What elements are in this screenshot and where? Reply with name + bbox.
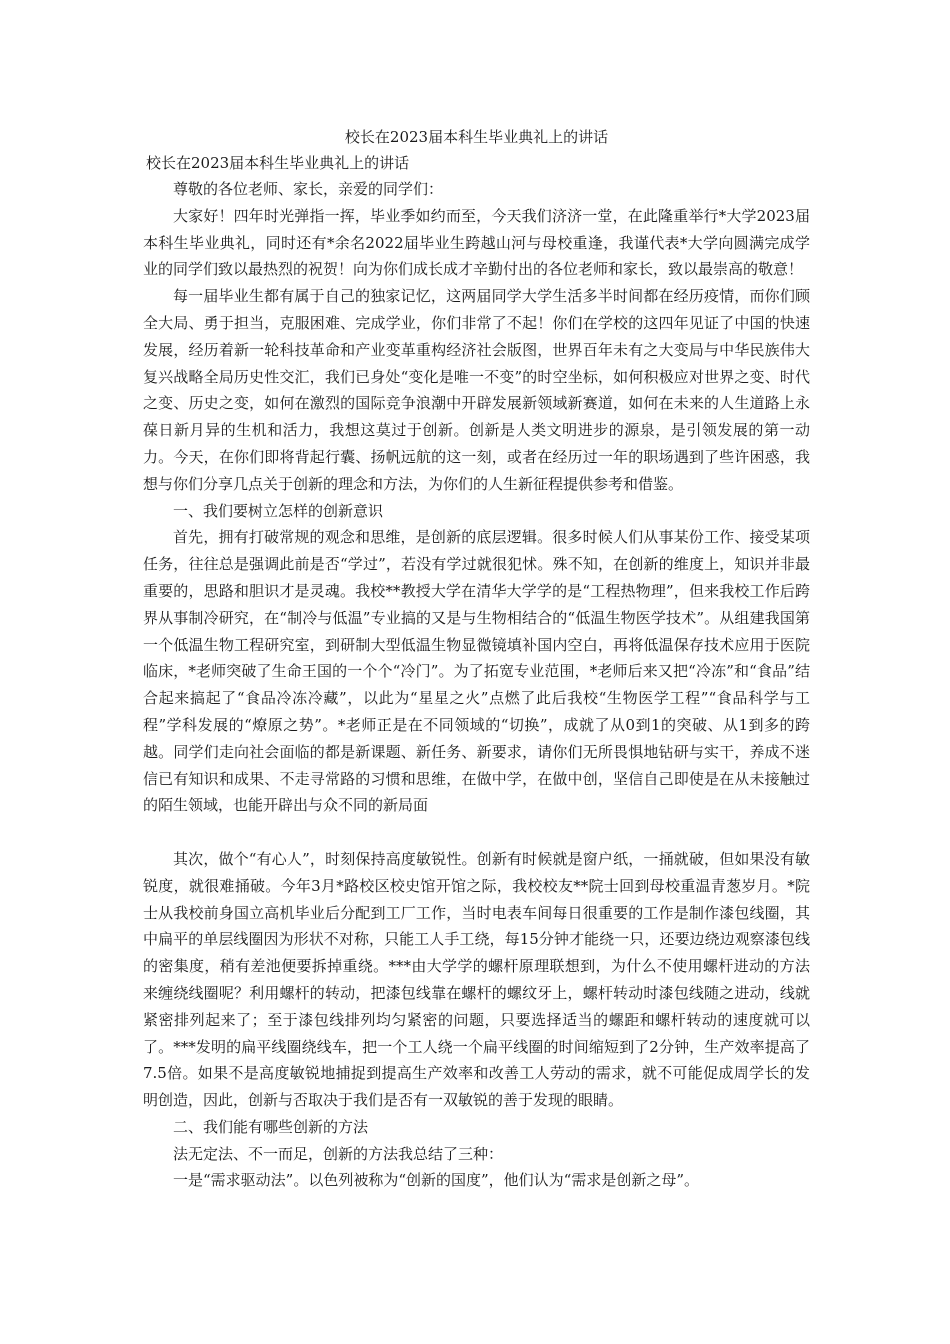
section-heading-1: 一、我们要树立怎样的创新意识 [173, 501, 384, 520]
paragraph-gap [143, 819, 810, 846]
document-page [143, 126, 810, 1194]
paragraph-first-point: 首先，拥有打破常规的观念和思维，是创新的底层逻辑。很多时候人们从事某份工作、接受某项任务，往往总是强调此前是否“学过”，若没有学过就很犯怵。殊不知，在创新的维度上，知识并非最重要的，思路和胆识才是灵魂。我校**教授大学在清华大学学的是“工程热物理”，但来我校工作后跨界从事制冷研究，在“制冷与低温”专业搞的又是与生物相结合的“低温生物医学技术”。从组建我国第一个低温生物工程研究室，到研制大型低温生物显微镜填补国内空白，再将低温保存技术应用于医院临床，*老师突破了生命王国的一个个“冷门”。为了拓宽专业范围，*老师后来又把“冷冻”和“食品”结合起来搞起了“食品冷冻冷藏”，以此为“星星之火”点燃了此后我校“生物医学工程”“食品科学与工程”学科发展的“燎原之势”。*老师正是在不同领域的“切换”，成就了从0到1的突破、从1到多的跨越。同学们走向社会面临的都是新课题、新任务、新要求，请你们无所畏惧地钻研与实干，养成不迷信已有知识和成果、不走寻常路的习惯和思维，在做中学，在做中创，坚信自己即使是在从未接触过的陌生领域，也能开辟出与众不同的新局面 [143, 528, 810, 815]
paragraph-opening: 大家好！四年时光弹指一挥，毕业季如约而至，今天我们济济一堂，在此隆重举行*大学2023届本科生毕业典礼，同时还有*余名2022届毕业生跨越山河与母校重逢，我谨代表*大学向圆满完成学业的同学们致以最热烈的祝贺！向为你们成长成才辛勤付出的各位老师和家长，致以最崇高的敬意！ [143, 206, 810, 279]
paragraph-methods-intro: 法无定法、不一而足，创新的方法我总结了三种： [173, 1144, 504, 1163]
salutation: 尊敬的各位老师、家长，亲爱的同学们： [173, 180, 444, 198]
document-subtitle: 校长在2023届本科生毕业典礼上的讲话 [146, 154, 410, 172]
document-title: 校长在2023届本科生毕业典礼上的讲话 [344, 128, 609, 146]
paragraph-second-point: 其次，做个“有心人”，时刻保持高度敏锐性。创新有时候就是窗户纸，一捅就破，但如果没有敏锐度，就很难捅破。今年3月*路校区校史馆开馆之际，我校校友**院士回到母校重温青葱岁月。*院士从我校前身国立高机毕业后分配到工厂工作，当时电表车间每日很重要的工作是制作漆包线圈，其中扁平的单层线圈因为形状不对称，只能工人手工绕，每15分钟才能绕一只，还要边绕边观察漆包线的密集度，稍有差池便要拆掉重绕。***由大学学的螺杆原理联想到，为什么不使用螺杆进动的方法来缠绕线圈呢？利用螺杆的转动，把漆包线靠在螺杆的螺纹牙上，螺杆转动时漆包线随之进动，线就紧密排列起来了；至于漆包线排列均匀紧密的问题，只要选择适当的螺距和螺杆转动的速度就可以了。***发明的扁平线圈绕线车，把一个工人绕一个扁平线圈的时间缩短到了2分钟，生产效率提高了7.5倍。如果不是高度敏锐地捕捉到提高生产效率和改善工人劳动的需求，就不可能促成周学长的发明创造，因此，创新与否取决于我们是否有一双敏锐的善于发现的眼睛。 [143, 849, 810, 1110]
paragraph-demand-driven: 一是“需求驱动法”。以色列被称为“创新的国度”，他们认为“需求是创新之母”。 [173, 1171, 700, 1190]
paragraph-innovation-intro: 每一届毕业生都有属于自己的独家记忆，这两届同学大学生活多半时间都在经历疫情，而你们顾全大局、勇于担当，克服困难、完成学业，你们非常了不起！你们在学校的这四年见证了中国的快速发展，经历着新一轮科技革命和产业变革重构经济社会版图，世界百年未有之大变局与中华民族伟大复兴战略全局历史性交汇，我们已身处“变化是唯一不变”的时空坐标，如何积极应对世界之变、时代之变、历史之变，如何在激烈的国际竞争浪潮中开辟发展新领域新赛道，如何在未来的人生道路上永葆日新月异的生机和活力，我想这莫过于创新。创新是人类文明进步的源泉，是引领发展的第一动力。今天，在你们即将背起行囊、扬帆远航的这一刻，或者在经历过一年的职场遇到了些许困惑，我想与你们分享几点关于创新的理念和方法，为你们的人生新征程提供参考和借鉴。 [143, 287, 810, 493]
section-heading-2: 二、我们能有哪些创新的方法 [173, 1117, 369, 1136]
